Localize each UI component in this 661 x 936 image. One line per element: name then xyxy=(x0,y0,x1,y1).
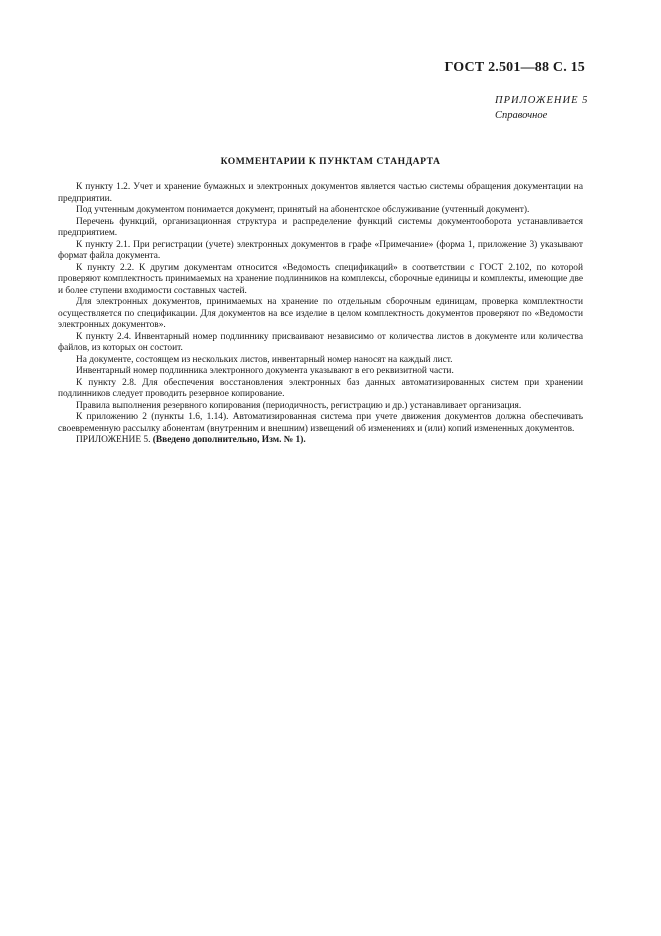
paragraph: К пункту 2.4. Инвентарный номер подлиннику присваивают независимо от количества листов в документе или количества файлов, из которых он состоит. xyxy=(58,331,583,353)
paragraph: На документе, состоящем из нескольких листов, инвентарный номер наносят на каждый лист. xyxy=(76,354,453,365)
paragraph: Правила выполнения резервного копирования (периодичность, регистрацию и др.) устанавливает организация. xyxy=(76,400,522,411)
closing-label: ПРИЛОЖЕНИЕ 5. xyxy=(76,435,151,445)
closing-note: (Введено дополнительно, Изм. № 1). xyxy=(152,435,306,445)
paragraph: К приложению 2 (пункты 1.6, 1.14). Автоматизированная система при учете движения документов должна обеспечивать своевременную рассылку абонентам (внутренним и внешним) извещений об изменениях и (или) копий измененных документов. xyxy=(58,412,583,434)
appendix-type: Справочное xyxy=(495,110,548,121)
appendix-label: ПРИЛОЖЕНИЕ 5 xyxy=(495,95,589,106)
page-header: ГОСТ 2.501—88 С. 15 xyxy=(444,60,585,75)
body-text xyxy=(58,182,583,447)
paragraph: Для электронных документов, принимаемых на хранение по отдельным сборочным единицам, проверка комплектности осуществляется по спецификации. Для документов на все изделие в целом комплектность документов проверяют по «Ведомости электронных документов». xyxy=(58,297,583,330)
closing-paragraph xyxy=(58,435,583,447)
section-title: КОММЕНТАРИИ К ПУНКТАМ СТАНДАРТА xyxy=(220,156,441,167)
paragraph: К пункту 1.2. Учет и хранение бумажных и электронных документов является частью системы обращения документации на предприятии. xyxy=(58,182,583,204)
paragraph: К пункту 2.8. Для обеспечения восстановления электронных баз данных автоматизированных систем при хранении подлинников следует проводить резервное копирование. xyxy=(58,377,583,399)
paragraph: Под учтенным документом понимается документ, принятый на абонентское обслуживание (учтенный документ). xyxy=(76,205,530,215)
paragraph: К пункту 2.2. К другим документам относится «Ведомость спецификаций» в соответствии с ГОСТ 2.102, по которой проверяют комплектность принимаемых на хранение подлинников на комплексы, сборочные единицы и комплекты, имеющие две и более ступени входимости составных частей. xyxy=(58,262,583,296)
appendix-block xyxy=(495,93,588,123)
paragraph: К пункту 2.1. При регистрации (учете) электронных документов в графе «Примечание» (форма 1, приложение 3) указывают формат файла документа. xyxy=(58,239,583,261)
paragraph: Перечень функций, организационная структура и распределение функций системы документооборота устанавливается предприятием. xyxy=(58,216,583,238)
paragraph: Инвентарный номер подлинника электронного документа указывают в его реквизитной части. xyxy=(76,366,454,376)
